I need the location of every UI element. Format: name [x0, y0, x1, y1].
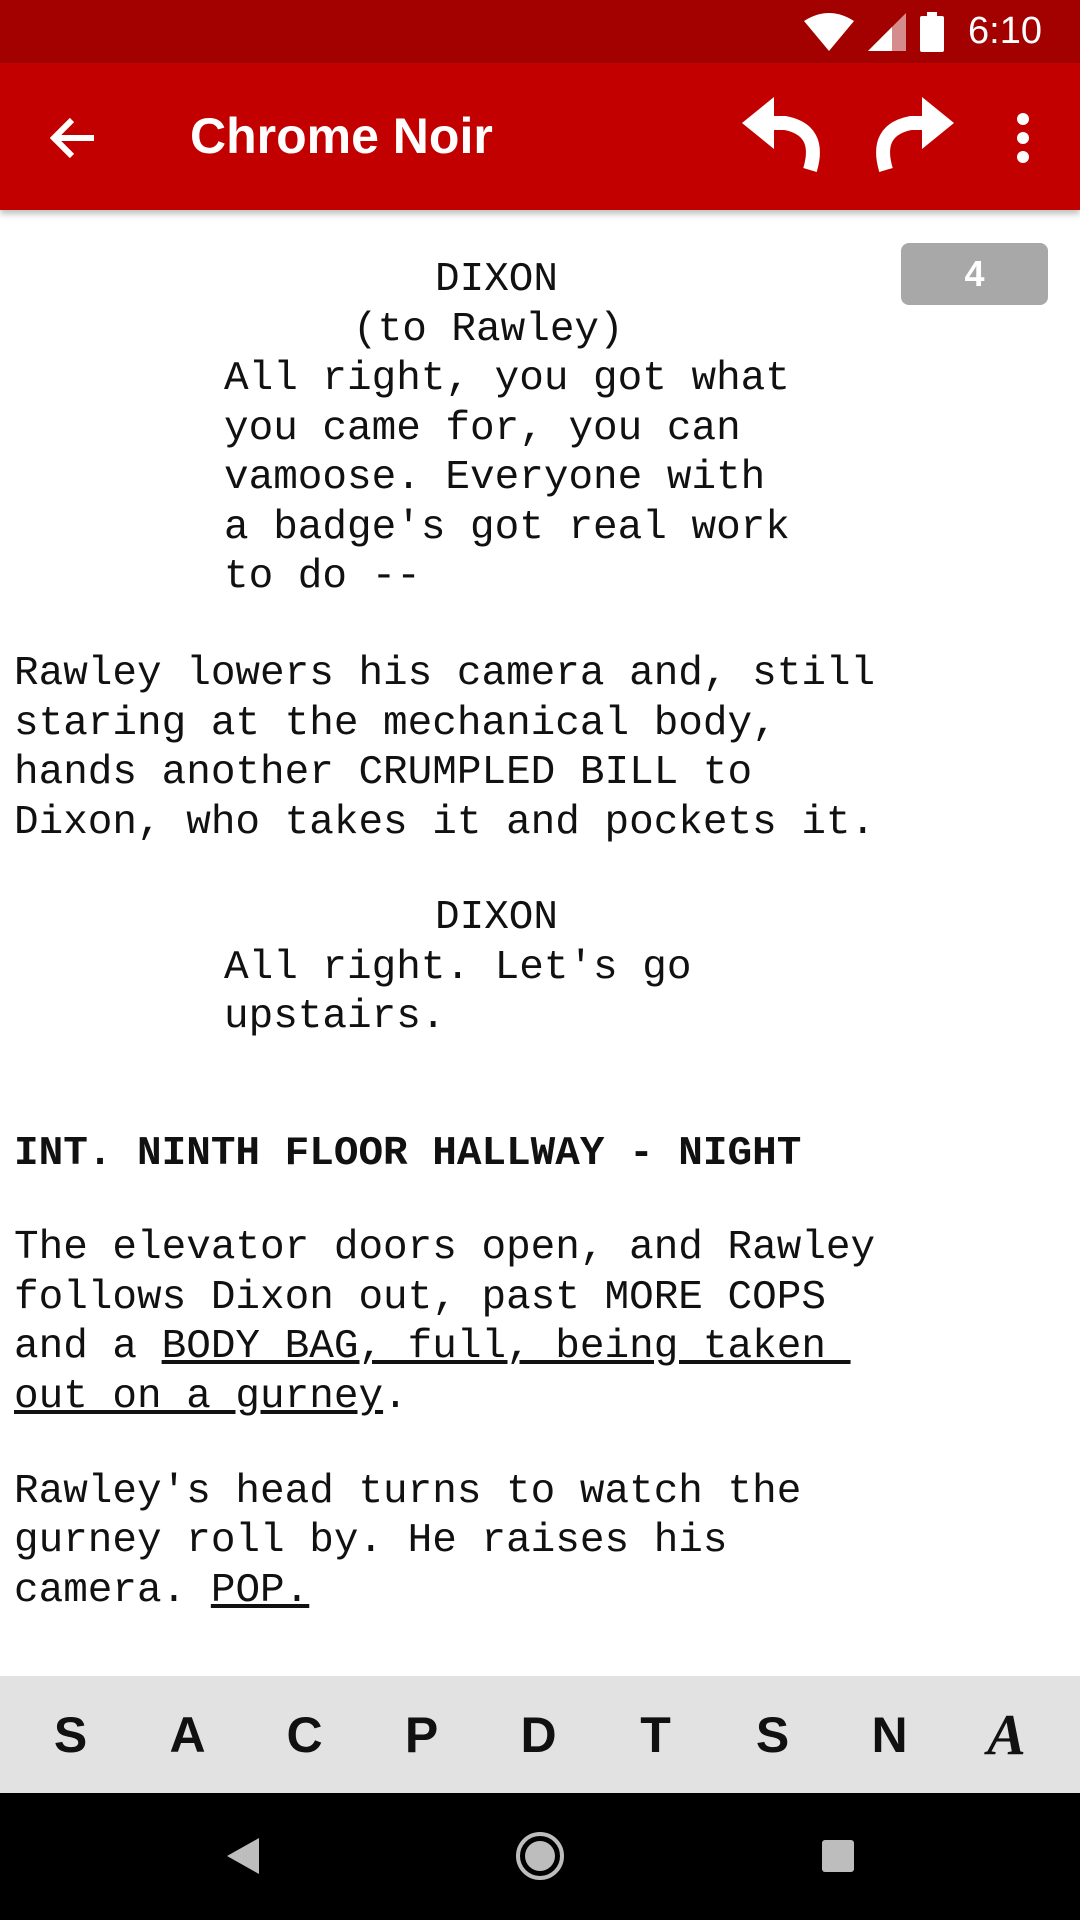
more-vert-icon [1016, 113, 1030, 163]
text-style-button[interactable]: A [987, 1702, 1026, 1767]
battery-icon [920, 12, 944, 52]
parenthetical-button[interactable]: P [404, 1706, 439, 1763]
note-button[interactable]: N [871, 1706, 908, 1763]
action-line[interactable]: hands another CRUMPLED BILL to [14, 750, 753, 796]
character-name[interactable]: DIXON [435, 257, 559, 303]
nav-recents-button[interactable] [803, 1821, 873, 1891]
app-bar [0, 63, 1080, 210]
action-line[interactable] [14, 1323, 851, 1373]
status-time: 6:10 [968, 10, 1042, 52]
script-editor[interactable] [0, 210, 1080, 1676]
triangle-back-icon [225, 1836, 261, 1876]
action-text: . [383, 1374, 408, 1420]
shot-button[interactable]: S [755, 1706, 790, 1763]
dialogue-line[interactable]: All right. Let's go [224, 945, 692, 991]
dialogue-line[interactable]: vamoose. Everyone with [224, 455, 766, 501]
more-options-button[interactable] [995, 103, 1050, 173]
action-text: and a [14, 1324, 162, 1370]
page-number-badge: 4 [901, 243, 1048, 305]
action-line[interactable]: gurney roll by. He raises his [14, 1518, 728, 1564]
redo-button[interactable] [866, 95, 956, 180]
action-line[interactable] [14, 1567, 309, 1617]
navigation-bar [0, 1793, 1080, 1920]
status-icons [804, 0, 1042, 63]
action-line[interactable]: follows Dixon out, past MORE COPS [14, 1275, 826, 1321]
underlined-text: BODY BAG, full, being taken [161, 1324, 851, 1370]
dialogue-line[interactable]: a badge's got real work [224, 505, 790, 551]
action-line[interactable]: The elevator doors open, and Rawley [14, 1225, 876, 1271]
app-title: Chrome Noir [190, 108, 493, 164]
action-line[interactable] [14, 1373, 408, 1423]
underlined-text: POP. [210, 1568, 310, 1614]
nav-home-button[interactable] [505, 1821, 575, 1891]
wifi-icon [804, 13, 854, 51]
character-name[interactable]: DIXON [435, 895, 559, 941]
transition-button[interactable]: T [640, 1706, 671, 1763]
scene-heading-button[interactable]: S [53, 1706, 88, 1763]
dialogue-line[interactable]: All right, you got what [224, 356, 790, 402]
dialogue-button[interactable]: D [520, 1706, 557, 1763]
action-line[interactable]: staring at the mechanical body, [14, 701, 777, 747]
dialogue-line[interactable]: you came for, you can [224, 406, 741, 452]
scene-heading[interactable]: INT. NINTH FLOOR HALLWAY - NIGHT [14, 1131, 802, 1177]
undo-icon [740, 95, 830, 180]
square-recents-icon [821, 1839, 855, 1873]
action-text: camera. [14, 1568, 211, 1614]
action-button[interactable]: A [169, 1706, 206, 1763]
element-toolbar [0, 1676, 1080, 1793]
circle-home-icon [515, 1831, 565, 1881]
action-line[interactable]: Rawley's head turns to watch the [14, 1469, 802, 1515]
undo-button[interactable] [740, 95, 830, 180]
arrow-back-icon [50, 117, 96, 159]
character-button[interactable]: C [286, 1706, 323, 1763]
nav-back-button[interactable] [208, 1821, 278, 1891]
parenthetical[interactable]: (to Rawley) [353, 307, 624, 353]
action-line[interactable]: Dixon, who takes it and pockets it. [14, 800, 876, 846]
redo-icon [866, 95, 956, 180]
status-bar [0, 0, 1080, 63]
action-line[interactable]: Rawley lowers his camera and, still [14, 651, 876, 697]
signal-icon [868, 13, 906, 51]
dialogue-line[interactable]: upstairs. [224, 994, 446, 1040]
underlined-text: out on a gurney [14, 1374, 384, 1420]
back-button[interactable] [38, 103, 108, 173]
dialogue-line[interactable]: to do -- [224, 554, 421, 600]
